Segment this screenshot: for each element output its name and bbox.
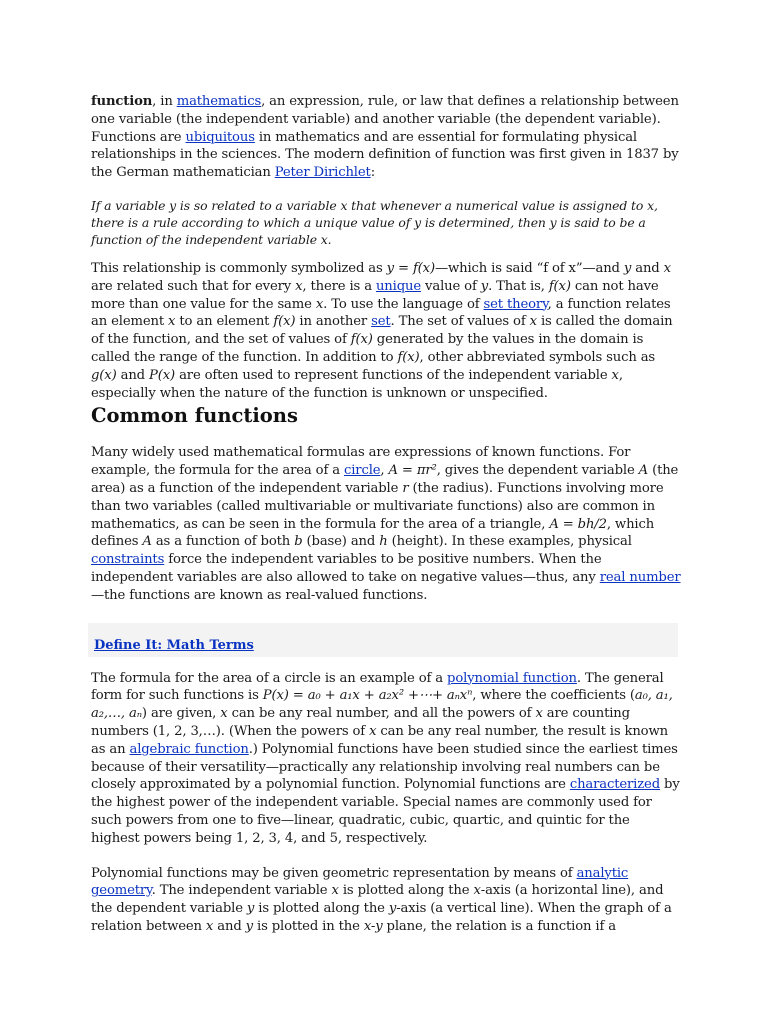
link-algebraic-function[interactable]: algebraic function	[129, 741, 249, 757]
link-unique[interactable]: unique	[375, 278, 422, 294]
link-ubiquitous[interactable]: ubiquitous	[185, 129, 255, 145]
link-set-theory[interactable]: set theory	[483, 296, 548, 312]
polynomial-paragraph: The formula for the area of a circle is an example of a polynomial function. The general form for such functions is P(x) = a₀ + a₁x + a₂x² +⋯+ aₙxⁿ, where the coefficients (a₀, a₁, a₂,…, aₙ) are given, x can be any real number, and all the powers of x are counting numbers (1, 2, 3,…). (When the powers of x can be any real number, the result is known as an algebraic function.) Polynomial functions have been studied since the earliest times because of their versatility—practically any relationship involving real numbers can be closely approximated by a polynomial function. Polynomial functions are characterized by the highest power of the independent variable. Special names are commonly used for such powers from one to five—linear, quadratic, cubic, quartic, and quintic for the highest powers being 1, 2, 3, 4, and 5, respectively.	[91, 670, 680, 846]
link-real-number[interactable]: real number	[599, 569, 681, 585]
link-polynomial-function[interactable]: polynomial function	[447, 670, 577, 686]
article-body	[91, 93, 681, 936]
term-function: function	[91, 94, 153, 109]
define-it-box	[88, 623, 678, 657]
link-define-it-math-terms[interactable]: Define It: Math Terms	[94, 637, 254, 653]
section-heading-common-functions: Common functions	[91, 404, 298, 428]
link-characterized[interactable]: characterized	[569, 777, 660, 793]
geometry-paragraph: Polynomial functions may be given geometric representation by means of analytic geometry. The independent variable x is plotted along the x-axis (a horizontal line), and the dependent variable y is plotted along the y-axis (a vertical line). When the graph of a relation between x and y is plotted in the x-y plane, the relation is a function if a	[91, 865, 672, 934]
link-set[interactable]: set	[371, 314, 391, 330]
symbolization-paragraph: This relationship is commonly symbolized as y = f(x)—which is said “f of x”—and y and x are related such that for every x, there is a unique value of y. That is, f(x) can not have more than one value for the same x. To use the language of set theory, a function relates an element x to an element f(x) in another set. The set of values of x is called the domain of the function, and the set of values of f(x) generated by the values in the domain is called the range of the function. In addition to f(x), other abbreviated symbols such as g(x) and P(x) are often used to represent functions of the independent variable x, especially when the nature of the function is unknown or unspecified.	[91, 260, 673, 401]
link-constraints[interactable]: constraints	[91, 552, 165, 568]
common-functions-paragraph: Many widely used mathematical formulas are expressions of known functions. For example, the formula for the area of a circle, A = πr², gives the dependent variable A (the area) as a function of the independent variable r (the radius). Functions involving more than two variables (called multivariable or multivariate functions) also are common in mathematics, as can be seen in the formula for the area of a triangle, A = bh/2, which defines A as a function of both b (base) and h (height). In these examples, physical constraints force the independent variables to be positive numbers. When the independent variables are also allowed to take on negative values—thus, any real number—the functions are known as real-valued functions.	[91, 445, 681, 603]
link-circle[interactable]: circle	[344, 463, 381, 479]
link-analytic-geometry[interactable]: analytic geometry	[91, 865, 629, 899]
intro-paragraph: function, in mathematics, an expression, rule, or law that defines a relationship between one variable (the independent variable) and another variable (the dependent variable). Functions are ubiquitous in mathematics and are essential for formulating physical relationships in the sciences. The modern definition of function was first given in 1837 by the German mathematician Peter Dirichlet:	[91, 94, 679, 181]
link-mathematics[interactable]: mathematics	[176, 94, 262, 109]
dirichlet-quote: If a variable y is so related to a variable x that whenever a numerical value is assigned to x, there is a rule according to which a unique value of y is determined, then y is said to be a function of the independent variable x.	[91, 197, 658, 247]
link-peter-dirichlet[interactable]: Peter Dirichlet	[274, 165, 371, 181]
